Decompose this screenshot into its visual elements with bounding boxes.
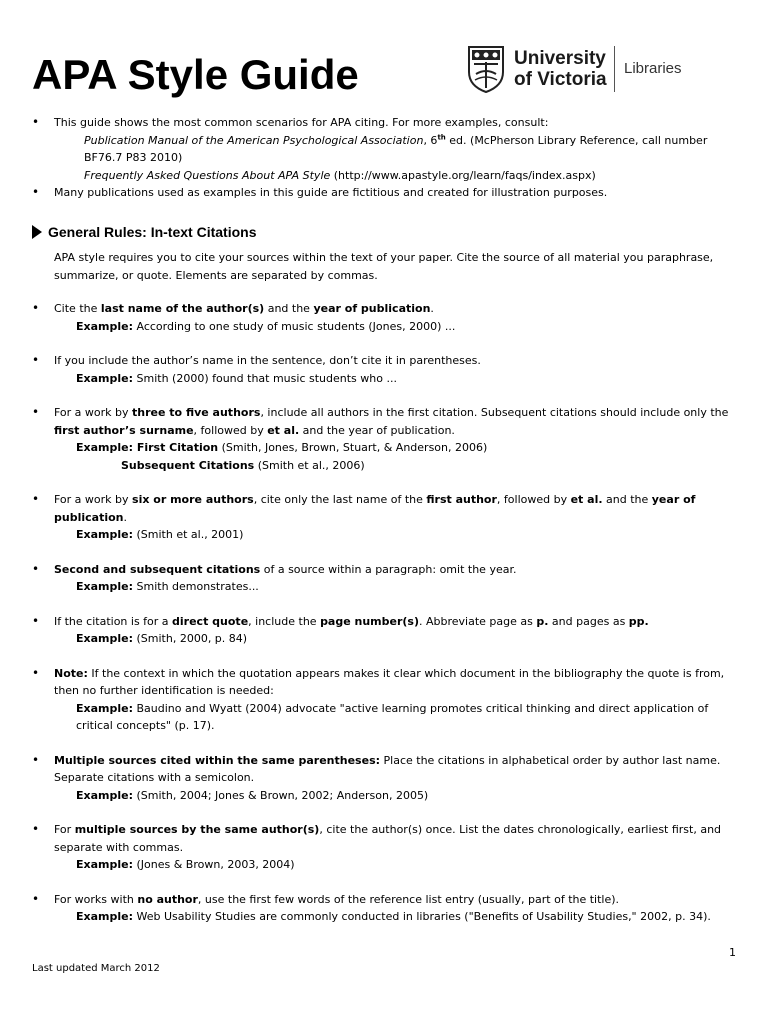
rule-text: For works with no author, use the first few words of the reference list entry (usually, part of the title). [54,892,620,906]
rule-example: Example: First Citation (Smith, Jones, Brown, Stuart, & Anderson, 2006) [76,441,488,454]
rule-example: Example: (Smith et al., 2001) [76,528,244,541]
university-wordmark [514,48,607,90]
rule-text: For multiple sources by the same author(s), cite the author(s) once. List the dates chronologically, earliest first, and separate with commas. [54,823,722,854]
logo-divider [614,46,615,92]
rule-example-secondary: Subsequent Citations (Smith et al., 2006) [121,458,365,472]
rule-item [32,752,738,805]
rule-example: Example: (Jones & Brown, 2003, 2004) [76,858,295,871]
intro-item-fictitious [32,184,738,202]
rule-example: Example: Smith (2000) found that music students who ... [76,371,397,385]
university-line2: of Victoria [514,69,607,90]
bullet-icon: • [32,561,40,576]
rule-text: Second and subsequent citations of a source within a paragraph: omit the year. [54,562,517,576]
rule-item [32,300,738,335]
section-intro: APA style requires you to cite your sources within the text of your paper. Cite the source of all material you paraphrase, summarize, or quote. Elements are separated by commas. [54,251,714,282]
bullet-icon: • [32,353,40,367]
bullet-icon: • [32,185,40,199]
rule-text: Multiple sources cited within the same parentheses: Place the citations in alphabetical order by author last name. Separate citations with a semicolon. [54,753,721,784]
rule-text: If you include the author’s name in the sentence, don’t cite it in parentheses. [54,354,481,367]
main-content [32,114,738,943]
intro-fictitious-text: Many publications used as examples in this guide are fictitious and created for illustration purposes. [54,186,608,199]
bullet-icon: • [32,752,40,767]
page-title: APA Style Guide [32,51,359,98]
rule-item [32,613,738,648]
bullet-icon: • [32,891,40,906]
university-logo [466,44,706,96]
rule-item [32,891,738,926]
rule-item [32,821,738,874]
rule-example: Example: Web Usability Studies are commonly conducted in libraries ("Benefits of Usability Studies," 2002, p. 34). [76,910,711,923]
last-updated: Last updated March 2012 [32,963,160,974]
bullet-icon: • [32,405,40,419]
intro-consult-text: This guide shows the most common scenarios for APA citing. For more examples, consult: [54,116,549,129]
reference-manual: Publication Manual of the American Psychological Association, 6th ed. (McPherson Library Reference, call number BF76.7 P83 2010) [84,132,708,164]
rule-text: Cite the last name of the author(s) and the year of publication. [54,302,434,315]
rule-item [32,561,738,596]
rule-item [32,491,738,544]
reference-faq: Frequently Asked Questions About APA Style (http://www.apastyle.org/learn/faqs/index.aspx) [84,168,596,182]
rule-item [32,352,738,387]
rule-example: Example: (Smith, 2000, p. 84) [76,632,248,645]
bullet-icon: • [32,665,40,680]
bullet-icon: • [32,492,40,506]
rule-text: For a work by three to five authors, include all authors in the first citation. Subsequent citations should include only the first author’s surname, followed by et al. and the year of publication. [54,406,729,437]
intro-item-consult [32,114,738,184]
rule-item [32,665,738,735]
rules-list [32,300,738,926]
page-number: 1 [729,946,736,959]
section-heading-text: General Rules: In-text Citations [48,223,257,240]
arrow-right-icon [32,225,42,239]
rule-example: Example: According to one study of music students (Jones, 2000) ... [76,319,456,333]
bullet-icon: • [32,115,40,129]
university-line1: University [514,48,606,69]
rule-example: Example: Baudino and Wyatt (2004) advocate "active learning promotes critical thinking and direct application of critical concepts" (p. 17). [76,701,709,732]
rule-item [32,404,738,474]
rule-example: Example: (Smith, 2004; Jones & Brown, 2002; Anderson, 2005) [76,788,429,802]
rule-text: For a work by six or more authors, cite only the last name of the first author, followed by et al. and the year of publication. [54,493,696,524]
crest-icon [466,44,506,94]
libraries-label: Libraries [624,60,682,77]
intro-list [32,114,738,202]
rule-text: Note: If the context in which the quotation appears makes it clear which document in the bibliography the quote is from, then no further identification is needed: [54,666,725,697]
bullet-icon: • [32,613,40,628]
section-heading [32,224,738,242]
rule-text: If the citation is for a direct quote, include the page number(s). Abbreviate page as p. and pages as pp. [54,614,649,628]
rule-example: Example: Smith demonstrates... [76,580,259,593]
bullet-icon: • [32,822,40,836]
bullet-icon: • [32,301,40,315]
